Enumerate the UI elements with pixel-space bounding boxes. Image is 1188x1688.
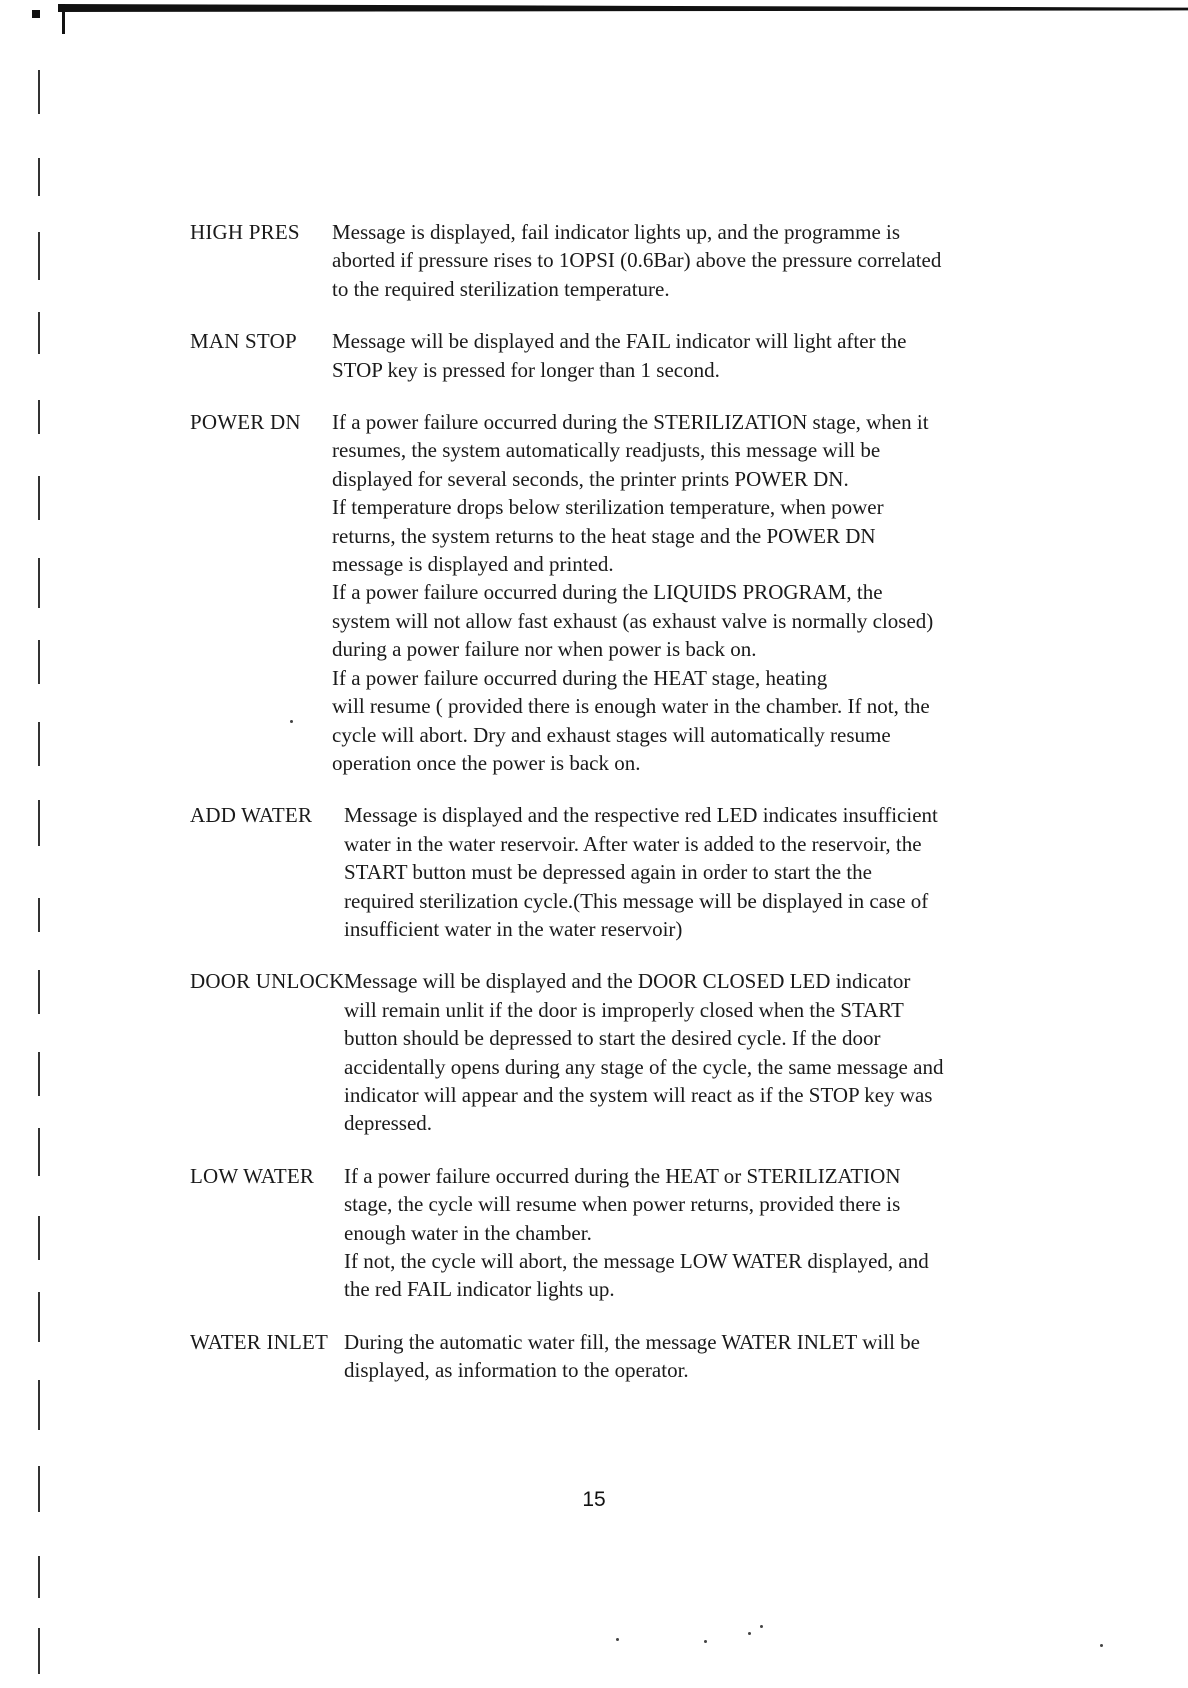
margin-line — [38, 1628, 40, 1674]
margin-line — [38, 1380, 40, 1430]
message-term: LOW WATER — [190, 1163, 315, 1188]
description-line: insufficient water in the water reservoir) — [344, 916, 683, 941]
description-line: Message will be displayed and the DOOR CLOSED LED indicator — [344, 969, 911, 994]
margin-line — [38, 1128, 40, 1176]
message-description — [332, 1162, 929, 1304]
message-entry — [190, 967, 1070, 1137]
description-line: During the automatic water fill, the message WATER INLET will be — [344, 1329, 920, 1354]
message-description — [320, 327, 906, 384]
scan-speck — [748, 1632, 751, 1635]
margin-line — [38, 970, 40, 1014]
scan-speck — [1100, 1644, 1103, 1647]
description-line: system will not allow fast exhaust (as exhaust valve is normally closed) — [332, 608, 934, 633]
margin-line — [38, 800, 40, 846]
description-line: Message will be displayed and the FAIL indicator will light after the — [332, 329, 907, 354]
margin-line — [38, 640, 40, 684]
description-line: cycle will abort. Dry and exhaust stages will automatically resume — [332, 722, 891, 747]
description-line: If a power failure occurred during the HEAT or STERILIZATION — [344, 1163, 901, 1188]
margin-line — [38, 400, 40, 434]
description-line: accidentally opens during any stage of the cycle, the same message and — [344, 1054, 944, 1079]
description-line: If a power failure occurred during the STERILIZATION stage, when it — [332, 410, 929, 435]
message-description — [332, 801, 938, 943]
top-tick — [62, 4, 65, 34]
description-line: If a power failure occurred during the HEAT stage, heating — [332, 665, 828, 690]
margin-line — [38, 1216, 40, 1260]
message-entry — [190, 218, 1070, 303]
description-line: button should be depressed to start the desired cycle. If the door — [344, 1026, 881, 1051]
description-line: depressed. — [344, 1111, 433, 1136]
message-entry — [190, 1328, 1070, 1385]
message-term: DOOR UNLOCK — [190, 969, 345, 994]
description-line: message is displayed and printed. — [332, 552, 614, 577]
message-term: HIGH PRES — [190, 220, 300, 244]
description-line: will resume ( provided there is enough water in the chamber. If not, the — [332, 694, 930, 719]
message-description — [320, 408, 933, 777]
corner-mark — [32, 10, 40, 18]
description-line: START button must be depressed again in order to start the the — [344, 860, 872, 885]
margin-line — [38, 476, 40, 520]
margin-line — [38, 558, 40, 608]
margin-line — [38, 722, 40, 766]
description-line: stage, the cycle will resume when power returns, provided there is — [344, 1192, 901, 1217]
description-line: displayed, as information to the operator. — [344, 1358, 689, 1383]
description-line: to the required sterilization temperature. — [332, 276, 670, 301]
description-line: during a power failure nor when power is back on. — [332, 637, 757, 662]
description-line: If not, the cycle will abort, the message LOW WATER displayed, and — [344, 1249, 929, 1273]
message-term: WATER INLET — [190, 1329, 329, 1354]
message-entry — [190, 327, 1070, 384]
description-line: enough water in the chamber. — [344, 1220, 592, 1245]
message-description — [332, 1328, 920, 1385]
description-line: indicator will appear and the system will react as if the STOP key was — [344, 1082, 933, 1107]
description-line: If a power failure occurred during the LIQUIDS PROGRAM, the — [332, 580, 883, 605]
page-number: 15 — [582, 1488, 606, 1511]
description-line: required sterilization cycle.(This message will be displayed in case of — [344, 888, 929, 913]
description-line: the red FAIL indicator lights up. — [344, 1277, 615, 1302]
description-line: returns, the system returns to the heat stage and the POWER DN — [332, 523, 876, 548]
top-rule — [58, 4, 1188, 12]
description-line: operation once the power is back on. — [332, 750, 641, 775]
description-line: will remain unlit if the door is improperly closed when the START — [344, 997, 904, 1022]
description-line: aborted if pressure rises to 1OPSI (0.6Bar) above the pressure correlated — [332, 248, 942, 273]
scan-speck — [704, 1640, 707, 1643]
description-line: Message is displayed, fail indicator lights up, and the programme is — [332, 220, 901, 244]
message-entry — [190, 1162, 1070, 1304]
margin-line — [38, 1292, 40, 1342]
description-line: STOP key is pressed for longer than 1 second. — [332, 357, 720, 382]
message-definitions — [190, 218, 1070, 1409]
scan-speck — [760, 1625, 763, 1628]
margin-line — [38, 158, 40, 196]
description-line: water in the water reservoir. After water is added to the reservoir, the — [344, 831, 922, 856]
message-term: POWER DN — [190, 410, 301, 435]
message-description — [332, 967, 943, 1137]
margin-line — [38, 1052, 40, 1096]
message-entry — [190, 801, 1070, 943]
scan-speck — [616, 1638, 619, 1641]
message-description — [320, 218, 941, 303]
message-term: ADD WATER — [190, 803, 313, 828]
margin-line — [38, 312, 40, 354]
description-line: resumes, the system automatically readjusts, this message will be — [332, 438, 881, 463]
description-line: If temperature drops below sterilization temperature, when power — [332, 495, 884, 520]
margin-line — [38, 232, 40, 280]
margin-line — [38, 898, 40, 932]
message-term: MAN STOP — [190, 329, 297, 354]
message-entry — [190, 408, 1070, 777]
margin-line — [38, 70, 40, 114]
description-line: Message is displayed and the respective red LED indicates insufficient — [344, 803, 938, 828]
margin-line — [38, 1556, 40, 1598]
description-line: displayed for several seconds, the printer prints POWER DN. — [332, 466, 849, 491]
